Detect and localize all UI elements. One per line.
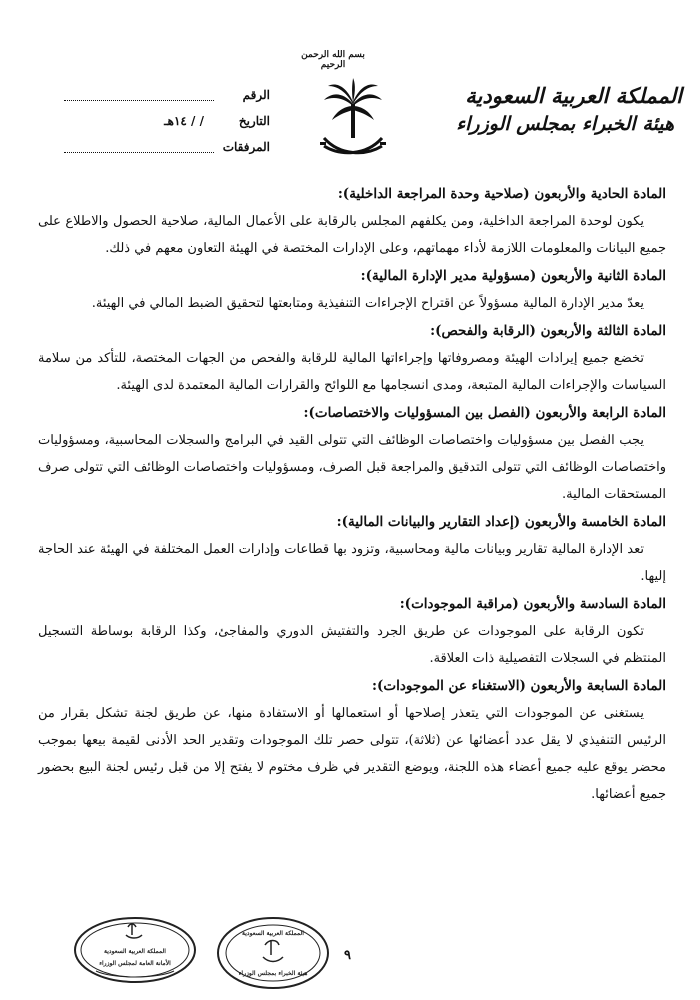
article-heading: المادة الثانية والأربعون (مسؤولية مدير الإدارة المالية): <box>360 268 666 284</box>
seal-text: المملكة العربية السعودية <box>242 930 304 937</box>
article-heading: المادة السادسة والأربعون (مراقبة الموجودات): <box>399 596 666 612</box>
agency-name: هيئة الخبراء بمجلس الوزراء <box>456 113 674 135</box>
date-label: التاريخ <box>238 114 270 128</box>
article-heading: المادة الخامسة والأربعون (إعداد التقارير والبيانات المالية): <box>336 514 666 530</box>
seal-text: الأمانة العامة لمجلس الوزراء <box>99 960 171 967</box>
article-text: يستغنى عن الموجودات التي يتعذر إصلاحها أو استعمالها أو الاستفادة منها، عن طريق لجنة تشكل بقرار من الرئيس التنفيذي لا يقل عدد أعضائها عن (ثلاثة)، تتولى حصر تلك الموجودات وتقدير الحد الأدنى لقيمة بيعها بموجب محضر يوقع عليه جميع أعضاء هذه اللجنة، ويوضع التقدير في ظرف مختوم لا يفتح إلا من قبل رئيس لجنة البيع بحضور جميع أعضائها. <box>38 706 666 802</box>
ref-number-row <box>40 88 270 114</box>
article-text: تكون الرقابة على الموجودات عن طريق الجرد والتفتيش الدوري والمفاجئ، وكذا الرقابة بوساطة التسجيل المنتظم في السجلات التفصيلية ذات العلاقة. <box>38 624 666 666</box>
document-body <box>38 180 666 808</box>
attachments-line <box>64 152 214 153</box>
attachments-label: المرفقات <box>222 140 270 154</box>
article-text: يكون لوحدة المراجعة الداخلية، ومن يكلفهم المجلس بالرقابة على الأعمال المالية، صلاحية الحصول والاطلاع على جميع البيانات والمعلومات اللازمة لأداء مهماتهم، وعلى الإدارات المختصة في الهيئة التعاون معهم في ذلك. <box>38 214 666 256</box>
article-text: تعد الإدارة المالية تقارير وبيانات مالية ومحاسبية، وتزود بها قطاعات وإدارات العمل المختلفة في الهيئة عند الحاجة إليها. <box>38 542 666 584</box>
attachments-row <box>40 140 270 166</box>
ref-number-line <box>64 100 214 101</box>
experts-commission-seal <box>215 915 331 990</box>
seal-text: هيئة الخبراء بمجلس الوزراء <box>238 970 308 977</box>
article-text: تخضع جميع إيرادات الهيئة ومصروفاتها وإجراءاتها المالية للرقابة والفحص من الجهات المختصة، للتأكد من سلامة السياسات والإجراءات المالية المتبعة، ومدى انسجامها مع اللوائح والقرارات المالية المعتمدة لدى الهيئة. <box>38 351 666 393</box>
article-heading: المادة الحادية والأربعون (صلاحية وحدة المراجعة الداخلية): <box>337 186 666 202</box>
reference-block <box>40 88 270 166</box>
article-heading: المادة الرابعة والأربعون (الفصل بين المسؤوليات والاختصاصات): <box>303 405 666 421</box>
article-heading: المادة الثالثة والأربعون (الرقابة والفحص): <box>430 323 666 339</box>
organization-name <box>432 82 682 138</box>
general-secretariat-seal <box>72 915 198 985</box>
ref-number-label: الرقم <box>242 88 270 102</box>
article-heading: المادة السابعة والأربعون (الاستغناء عن الموجودات): <box>372 678 666 694</box>
article-text: يعدّ مدير الإدارة المالية مسؤولاً عن اقتراح الإجراءات التنفيذية ومتابعتها لتحقيق الضبط المالي في الهيئة. <box>91 296 644 311</box>
bismillah-calligraphy: بسم الله الرحمن الرحيم <box>301 50 365 70</box>
date-value: / / ١٤هـ <box>164 114 204 128</box>
kingdom-name: المملكة العربية السعودية <box>465 83 682 108</box>
article-text: يجب الفصل بين مسؤوليات واختصاصات الوظائف التي تتولى القيد في البرامج والسجلات المحاسبية، ومسؤوليات واختصاصات الوظائف التي تتولى التدقيق والمراجعة قبل الصرف، ومسؤوليات واختصاصات الوظائف التي تتولى صرف المستحقات المالية. <box>38 433 666 502</box>
saudi-emblem-icon <box>318 76 388 166</box>
page-number: ٩ <box>344 948 351 963</box>
date-row <box>40 114 270 140</box>
seal-text: المملكة العربية السعودية <box>104 948 166 955</box>
